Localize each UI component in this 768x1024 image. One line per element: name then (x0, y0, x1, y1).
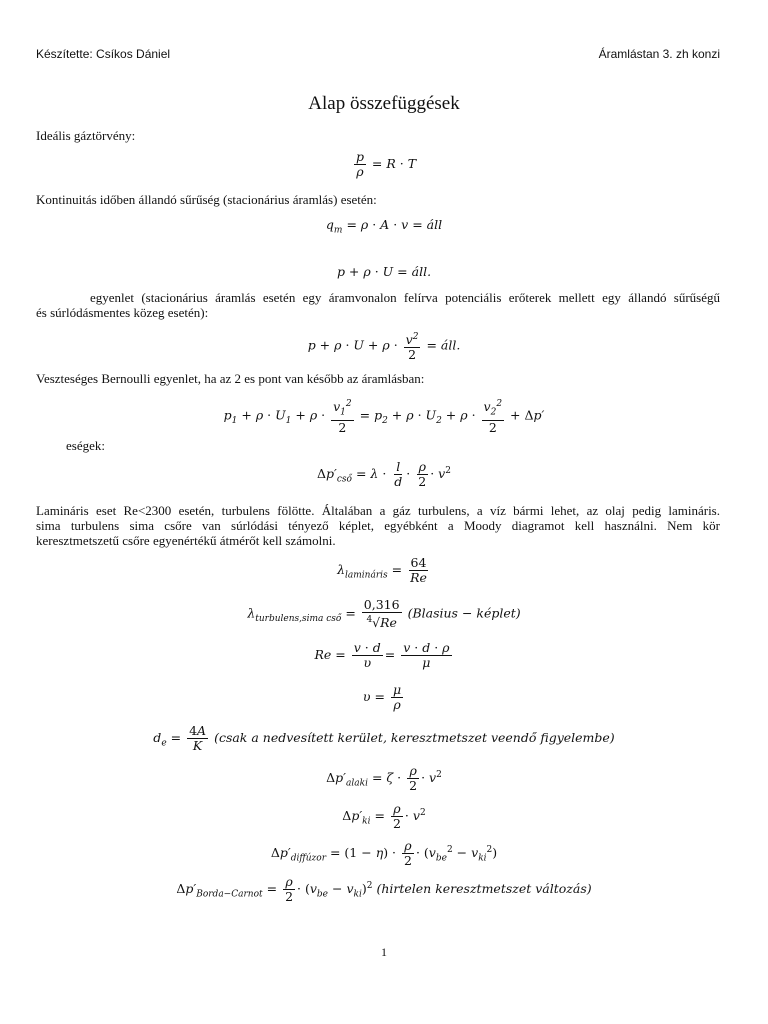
paragraph-bernoulli-line-2: és súrlódásmentes közeg esetén): (36, 305, 209, 320)
paragraph-lossy-bernoulli: Veszteséges Bernoulli egyenlet, ha az 2 es pont van később az áramlásban: (36, 371, 425, 386)
page-title: Alap összefüggések (308, 93, 460, 114)
formula-pipe-loss: $\Delta p'_{cső} = \lambda$ · $\frac{l}{d}$ · $\frac{\rho}{2}$ · $v^2$ (317, 459, 451, 489)
paragraph-bernoulli (36, 290, 720, 320)
formula-diffuser-loss: $\Delta p'_{diffúzor} = (1 - \eta)$ · $\frac{\rho}{2}$ · $(v_{be}^2 - v_{ki}^2)$ (270, 838, 498, 868)
paragraph-continuity: Kontinuitás időben állandó sűrűség (stacionárius áramlás) esetén: (36, 192, 377, 207)
paragraph-bernoulli-line-1: egyenlet (stacionárius áramlás esetén egy áramvonalon felírva potenciális erőterek mellett egy állandó sűrűségű (90, 290, 720, 305)
header-author: Készítette: Csíkos Dániel (36, 47, 171, 61)
formula-lossy-bernoulli: $p_1 + \rho \cdot U_1 + \rho$ · $\frac{v_1^2}{2}$ = $p_2 + \rho \cdot U_2 + \rho$ · $\frac{v_2^2}{2}$ + Δp′ (223, 399, 545, 435)
paragraph-laminar-line-3: keresztmetszetű csőre egyenértékű átmérőt kell számolni. (36, 533, 336, 548)
paragraph-losses: eségek: (66, 438, 105, 453)
paragraph-ideal-gas: Ideális gáztörvény: (36, 128, 136, 143)
formula-lambda-laminar: $\lambda_{lamináris}$ = $\frac{64}{Re}$ (337, 555, 427, 585)
page-number: 1 (381, 945, 387, 959)
paragraph-laminar (36, 503, 720, 548)
formula-kinematic-viscosity: υ = $\frac{\mu}{\rho}$ (362, 682, 402, 712)
formula-ideal-gas: $\frac{p}{\rho}$ = R · T (355, 149, 417, 179)
header-course: Áramlástan 3. zh konzi (598, 47, 720, 61)
formula-shape-loss: $\Delta p'_{alaki} = \zeta$ · $\frac{\rho}{2}$ · $v^2$ (326, 763, 442, 793)
borda-note: (hirtelen keresztmetszet változás) (376, 881, 592, 896)
formula-equivalent-diameter: $d_e$ = $\frac{4A}{K}$ (csak a nedvesített kerület, keresztmetszet veendő figyelembe) (153, 723, 615, 753)
formula-bernoulli: p + ρ · U + ρ · $\frac{v^2}{2}$ = áll. (307, 332, 461, 363)
formula-exit-loss: $\Delta p'_{ki}$ = $\frac{\rho}{2}$ · $v^2$ (342, 801, 426, 831)
paragraph-laminar-line-1: Lamináris eset Re<2300 esetén, turbulens fölötte. Általában a gáz turbulens, a víz bármi lehet, az olaj pedig lamináris. (36, 503, 720, 518)
formula-lambda-turbulent: $\lambda_{turbulens,sima cső}$ = $\frac{0,316}{^4√Re}$ (Blasius − képlet) (247, 597, 521, 631)
paragraph-laminar-line-2: sima turbulens sima csőre van súrlódási tényező képlet, egyébként a Moody diagramot kell használni. Nem kör (36, 518, 720, 533)
formula-reynolds: Re = $\frac{v \cdot d}{\upsilon}$ = $\frac{v \cdot d \cdot \rho}{\mu}$ (314, 640, 450, 670)
formula-bernoulli-short: p + ρ · U = áll. (336, 264, 432, 279)
blasius-note: (Blasius − képlet) (407, 605, 521, 621)
de-note: (csak a nedvesített kerület, keresztmetszet veendő figyelembe) (214, 730, 615, 745)
formula-continuity: $q_m = \rho \cdot A \cdot v$ = áll (325, 217, 443, 236)
formula-borda-carnot: $\Delta p'_{Borda-Carnot}$ = $\frac{\rho}{2}$ · $(v_{be} - v_{ki})^2$ (hirtelen keresztmetszet változás) (176, 874, 592, 904)
